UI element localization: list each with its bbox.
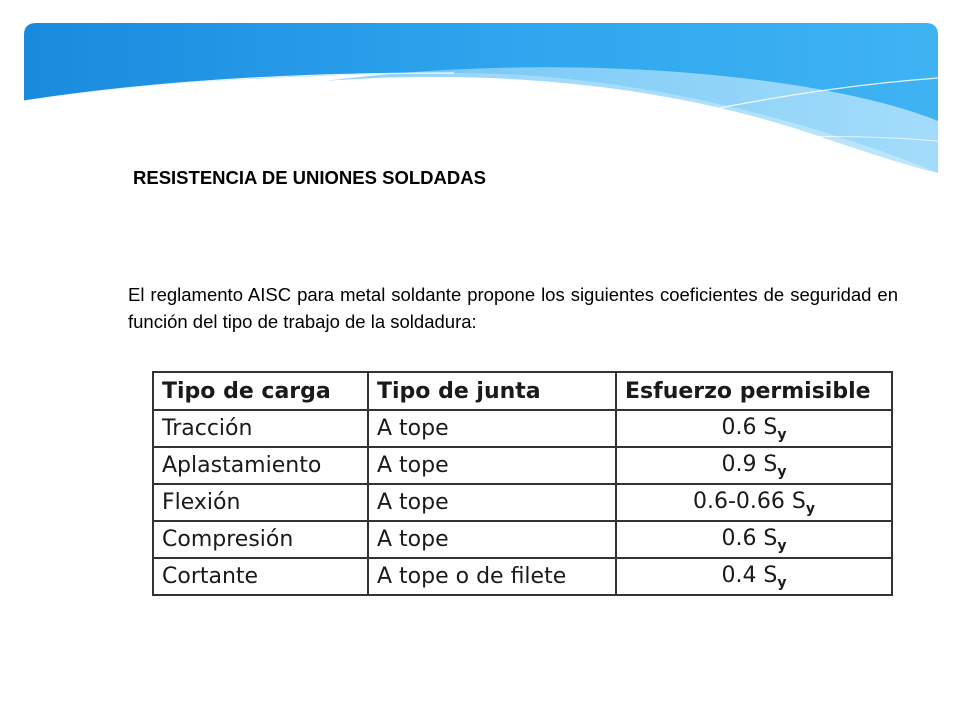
stress-subscript: y xyxy=(777,463,787,480)
table-header-row xyxy=(153,372,892,410)
table-row xyxy=(153,484,892,521)
header-joint-type: Tipo de junta xyxy=(368,372,616,410)
load-type-cell: Cortante xyxy=(153,558,368,595)
body-paragraph: El reglamento AISC para metal soldante propone los siguientes coeficientes de seguridad en función del tipo de trabajo de la soldadura: xyxy=(128,284,898,332)
stress-value: 0.6 S xyxy=(721,525,778,551)
table-row xyxy=(153,410,892,447)
header-wave-banner xyxy=(24,23,938,178)
load-type-cell: Compresión xyxy=(153,521,368,558)
load-type-cell: Flexión xyxy=(153,484,368,521)
allowable-stress-cell xyxy=(616,521,892,558)
joint-type-cell: A tope xyxy=(368,447,616,484)
header-load-type: Tipo de carga xyxy=(153,372,368,410)
header-allowable-stress: Esfuerzo permisible xyxy=(616,372,892,410)
stress-subscript: y xyxy=(777,537,787,554)
stress-subscript: y xyxy=(777,574,787,591)
allowable-stress-cell xyxy=(616,447,892,484)
allowable-stress-cell xyxy=(616,484,892,521)
safety-coefficients-table xyxy=(152,371,893,596)
joint-type-cell: A tope xyxy=(368,521,616,558)
table-row xyxy=(153,447,892,484)
slide-title: RESISTENCIA DE UNIONES SOLDADAS xyxy=(133,167,486,188)
stress-value: 0.6-0.66 S xyxy=(692,488,806,514)
table-row xyxy=(153,521,892,558)
joint-type-cell: A tope o de filete xyxy=(368,558,616,595)
allowable-stress-cell xyxy=(616,558,892,595)
table-row xyxy=(153,558,892,595)
stress-value: 0.9 S xyxy=(721,451,778,477)
load-type-cell: Aplastamiento xyxy=(153,447,368,484)
joint-type-cell: A tope xyxy=(368,484,616,521)
stress-value: 0.6 S xyxy=(721,414,778,440)
stress-value: 0.4 S xyxy=(721,562,778,588)
stress-subscript: y xyxy=(805,500,815,517)
allowable-stress-cell xyxy=(616,410,892,447)
load-type-cell: Tracción xyxy=(153,410,368,447)
joint-type-cell: A tope xyxy=(368,410,616,447)
stress-subscript: y xyxy=(777,426,787,443)
